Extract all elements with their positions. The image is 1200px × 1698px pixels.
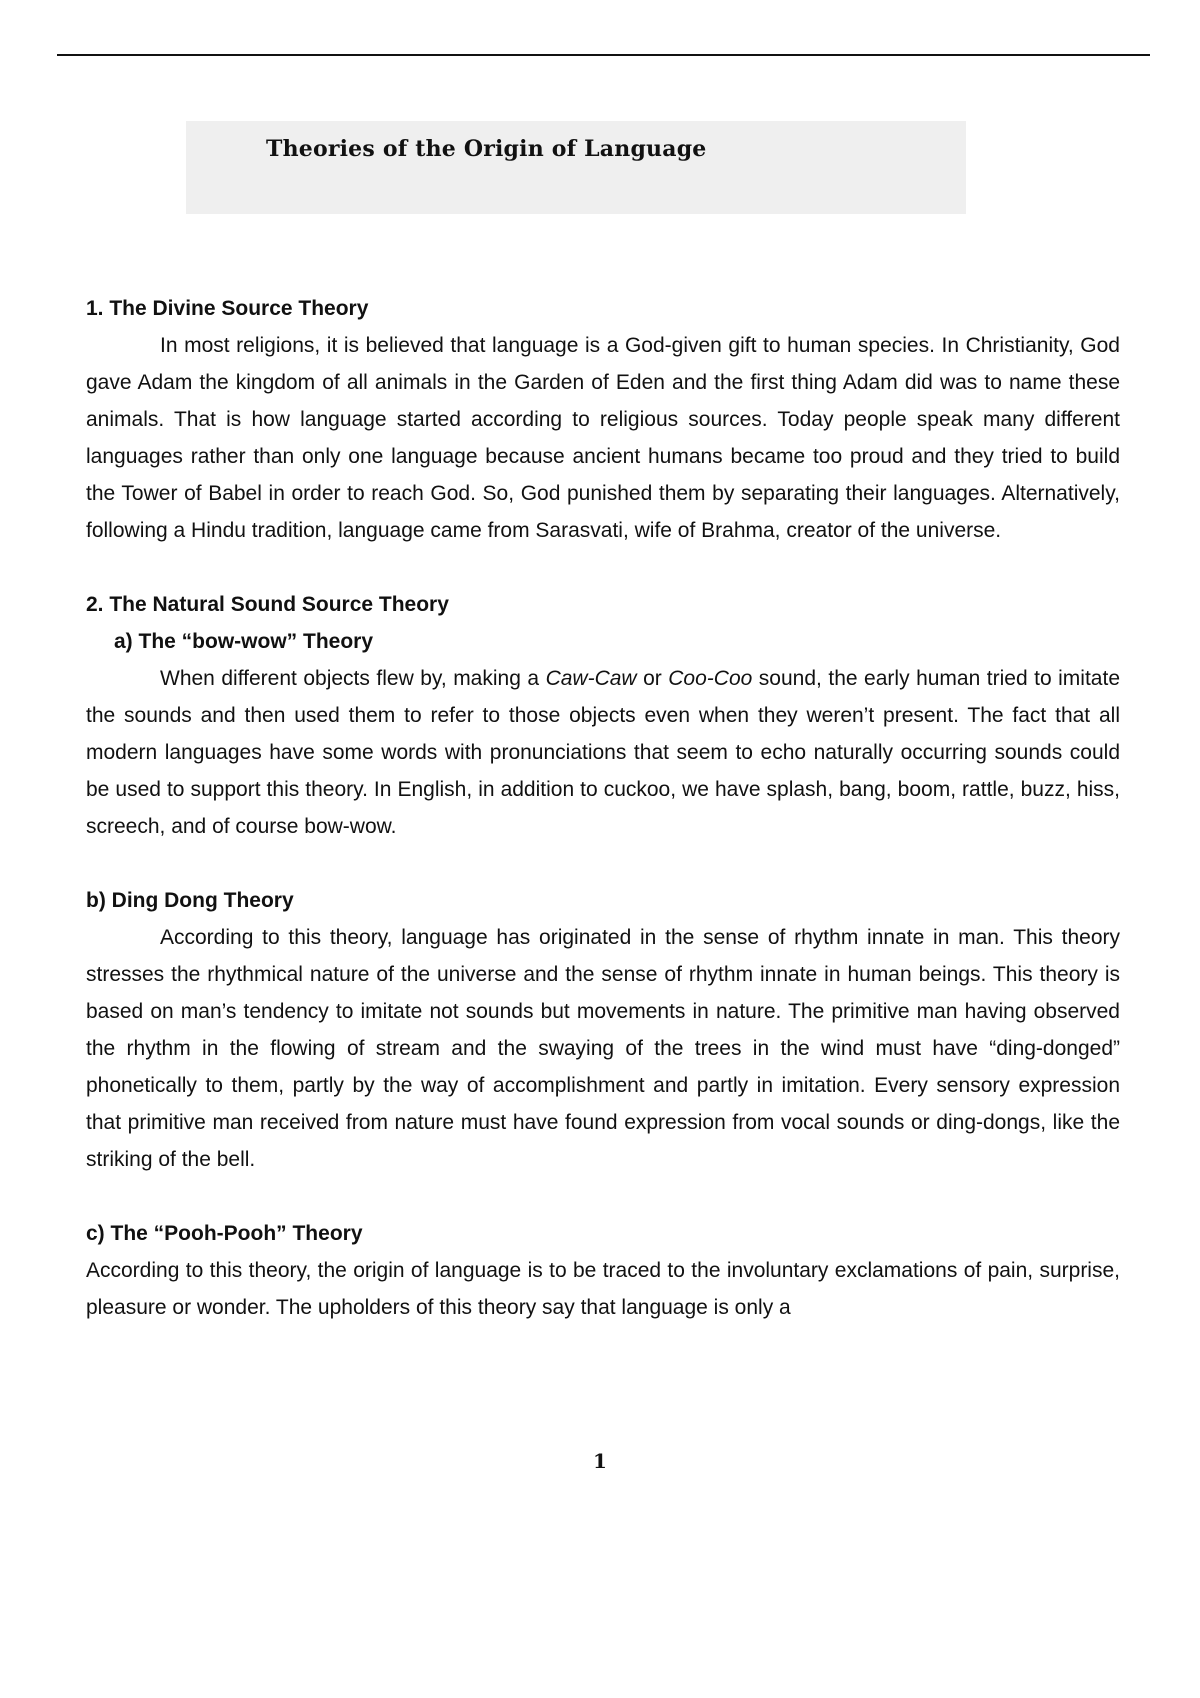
coo-coo-term: Coo-Coo: [668, 667, 753, 690]
bow-wow-text-part2: or: [636, 667, 669, 690]
section-heading-natural-sound: 2. The Natural Sound Source Theory: [86, 593, 449, 616]
subsection-heading-pooh-pooh: c) The “Pooh-Pooh” Theory: [86, 1222, 363, 1245]
paragraph-bow-wow: [86, 660, 1120, 845]
title-box: [186, 121, 966, 214]
document-body: [86, 290, 1120, 1326]
subsection-heading-bow-wow: a) The “bow-wow” Theory: [114, 630, 374, 653]
spacer: [86, 1178, 1120, 1215]
paragraph-divine-source: In most religions, it is believed that language is a God-given gift to human species. In Christianity, God gave Adam the kingdom of all animals in the Garden of Eden and the first thing Adam did was to name these animals. That is how language started according to religious sources. Today people speak many different languages rather than only one language because ancient humans became too proud and they tried to build the Tower of Babel in order to reach God. So, God punished them by separating their languages. Alternatively, following a Hindu tradition, language came from Sarasvati, wife of Brahma, creator of the universe.: [86, 334, 1120, 542]
caw-caw-term: Caw-Caw: [545, 667, 637, 690]
document-title: Theories of the Origin of Language: [266, 136, 707, 162]
bow-wow-text-part3: sound, the early human tried to imitate the sounds and then used them to refer to those objects even when they weren’t present. The fact that all modern languages have some words with pronunciations that seem to echo naturally occurring sounds could be used to support this theory. In English, in addition to cuckoo, we have splash, bang, boom, rattle, buzz, hiss, screech, and of course bow-wow.: [86, 667, 1120, 838]
paragraph-ding-dong: According to this theory, language has originated in the sense of rhythm innate in man. This theory stresses the rhythmical nature of the universe and the sense of rhythm innate in human beings. This theory is based on man’s tendency to imitate not sounds but movements in nature. The primitive man having observed the rhythm in the flowing of stream and the swaying of the trees in the wind must have “ding-donged” phonetically to them, partly by the way of accomplishment and partly in imitation. Every sensory expression that primitive man received from nature must have found expression from vocal sounds or ding-dongs, like the striking of the bell.: [86, 926, 1120, 1171]
page-number: 1: [593, 1449, 607, 1473]
bow-wow-text-part1: When different objects flew by, making a: [160, 667, 546, 690]
section-heading-divine-source: 1. The Divine Source Theory: [86, 297, 369, 320]
spacer: [86, 549, 1120, 586]
subsection-heading-ding-dong: b) Ding Dong Theory: [86, 889, 294, 912]
spacer: [86, 845, 1120, 882]
paragraph-pooh-pooh: According to this theory, the origin of language is to be traced to the involuntary exclamations of pain, surprise, pleasure or wonder. The upholders of this theory say that language is only a: [86, 1259, 1120, 1319]
header-rule: [57, 54, 1150, 56]
